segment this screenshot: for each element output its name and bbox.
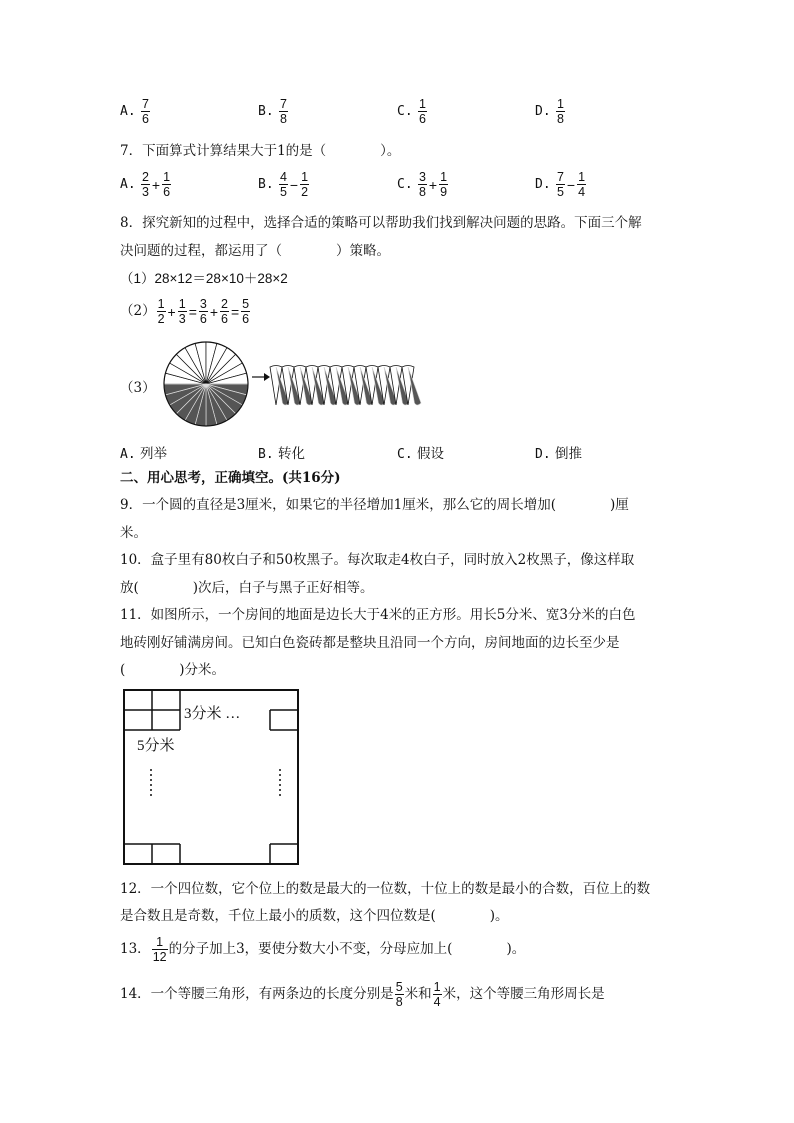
q6-option-d[interactable]: D. $\frac{1}{8}$	[535, 97, 564, 126]
label-tile-width: 3分米 …	[184, 706, 241, 722]
q13-question: 13． $\frac{1}{12}$ 的分子加上3，要使分数大小不变，分母应加上( )。	[120, 935, 526, 964]
q8-question-line2: 决问题的过程，都运用了（ ）策略。	[120, 243, 390, 259]
q7-option-d[interactable]: D. $\frac{7}{5}$ − $\frac{1}{4}$	[535, 170, 586, 199]
q6-option-c[interactable]: C. $\frac{1}{6}$	[397, 97, 426, 126]
q12-question-line2: 是合数且是奇数，千位上最小的质数，这个四位数是( )。	[120, 908, 509, 924]
fraction: $\frac{7}{6}$	[141, 97, 149, 126]
q8-option-a[interactable]: A. 列举	[120, 446, 167, 462]
q11-question-line1: 11．如图所示，一个房间的地面是边长大于4米的正方形。用长5分米、宽3分米的白色	[120, 607, 636, 623]
q8-option-b[interactable]: B. 转化	[258, 446, 305, 462]
arrow-icon	[252, 373, 270, 381]
q12-question-line1: 12．一个四位数，它个位上的数是最大的一位数，十位上的数是最小的合数，百位上的数	[120, 881, 651, 897]
q8-item2: （2） $\frac{1}{2}$ + $\frac{1}{3}$ = $\frac{3}{6}$ + $\frac{2}{6}$ = $\frac{5}{6}$	[120, 297, 250, 326]
q11-question-line3: ( )分米。	[120, 662, 226, 678]
q8-option-c[interactable]: C. 假设	[397, 446, 444, 462]
q9-question-line2: 米。	[120, 525, 147, 541]
section-title: 二、用心思考，正确填空。(共16分)	[120, 470, 341, 486]
q8-item1: （1）28×12＝28×10＋28×2	[120, 271, 288, 286]
q6-option-a[interactable]: A. $\frac{7}{6}$	[120, 97, 149, 126]
tile-grid-top-right	[270, 710, 298, 730]
fraction: $\frac{7}{8}$	[279, 97, 287, 126]
fraction: $\frac{1}{8}$	[556, 97, 564, 126]
q7-option-b[interactable]: B. $\frac{4}{5}$ − $\frac{1}{2}$	[258, 170, 309, 199]
tile-grid-top-left	[124, 690, 180, 730]
sectored-circle	[164, 342, 248, 426]
q8-item3-label: （3）	[120, 380, 156, 396]
q7-option-c[interactable]: C. $\frac{3}{8}$ + $\frac{1}{9}$	[397, 170, 448, 199]
q11-question-line2: 地砖刚好铺满房间。已知白色瓷砖都是整块且沿同一个方向，房间地面的边长至少是	[120, 635, 620, 651]
q10-question-line2: 放( )次后，白子与黑子正好相等。	[120, 580, 374, 596]
q14-question: 14．一个等腰三角形，有两条边的长度分别是 $\frac{5}{8}$ 米和 $\frac{1}{4}$ 米，这个等腰三角形周长是	[120, 980, 605, 1009]
circle-transform-figure	[158, 340, 428, 432]
q8-question-line1: 8．探究新知的过程中，选择合适的策略可以帮助我们找到解决问题的思路。下面三个解	[120, 215, 642, 231]
tile-grid-bottom-left	[124, 844, 180, 864]
q7-question: 7．下面算式计算结果大于1的是（ ）。	[120, 143, 401, 159]
q8-option-d[interactable]: D. 倒推	[535, 446, 582, 462]
fraction: $\frac{1}{6}$	[418, 97, 426, 126]
label-tile-length: 5分米	[137, 738, 175, 754]
q9-question-line1: 9．一个圆的直径是3厘米，如果它的半径增加1厘米，那么它的周长增加( )厘	[120, 497, 629, 513]
q10-question-line1: 10．盒子里有80枚白子和50枚黑子。每次取走4枚白子，同时放入2枚黑子，像这样取	[120, 552, 635, 568]
q6-option-b[interactable]: B. $\frac{7}{8}$	[258, 97, 287, 126]
vertical-ellipsis-left	[150, 769, 152, 796]
tile-grid-bottom-right	[270, 844, 298, 864]
vertical-ellipsis-right	[279, 769, 281, 796]
rearranged-sectors	[270, 366, 421, 406]
q7-option-a[interactable]: A. $\frac{2}{3}$ + $\frac{1}{6}$	[120, 170, 171, 199]
